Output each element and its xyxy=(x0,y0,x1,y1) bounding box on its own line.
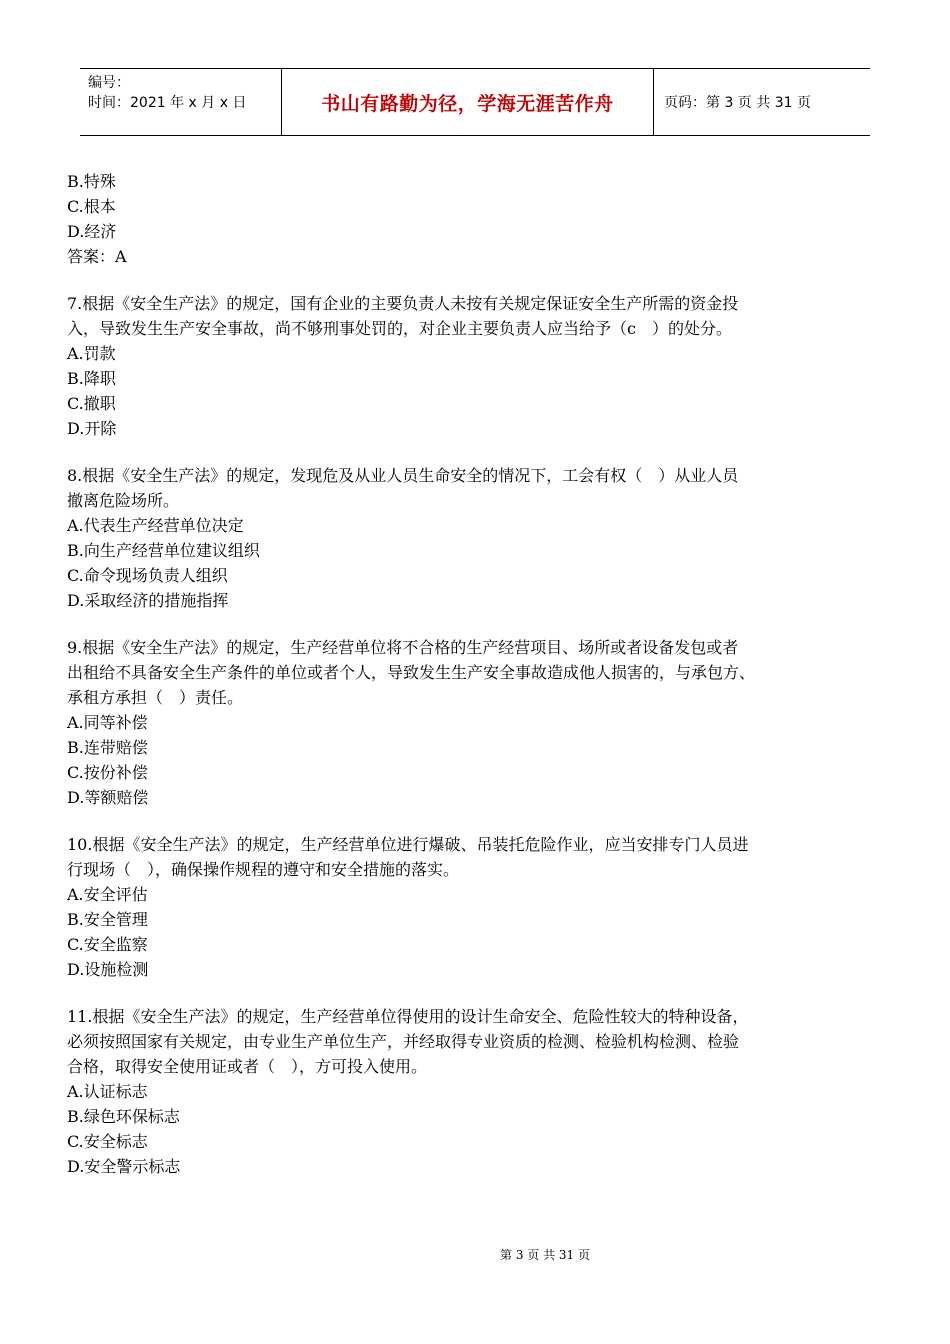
option-b: B.特殊 xyxy=(67,172,116,191)
option-b: B.连带赔偿 xyxy=(67,738,148,757)
header-motto: 书山有路勤为径，学海无涯苦作舟 xyxy=(282,69,654,135)
option-a: A.同等补偿 xyxy=(67,713,148,732)
question-text-line: 11.根据《安全生产法》的规定，生产经营单位得使用的设计生命安全、危险性较大的特种设备， xyxy=(67,1007,749,1026)
question-9 xyxy=(67,635,887,810)
document-body xyxy=(67,169,887,1179)
option-b: B.向生产经营单位建议组织 xyxy=(67,541,260,560)
document-number-label: 编号： xyxy=(88,75,130,91)
question-text-line: 撤离危险场所。 xyxy=(67,491,180,510)
option-b: B.降职 xyxy=(67,369,116,388)
option-c: C.安全标志 xyxy=(67,1132,148,1151)
option-d: D.经济 xyxy=(67,222,117,241)
question-text-line: 出租给不具备安全生产条件的单位或者个人，导致发生生产安全事故造成他人损害的，与承包方、 xyxy=(67,663,756,682)
question-text-line: 承租方承担（ ）责任。 xyxy=(67,688,244,707)
question-text-line: 8.根据《安全生产法》的规定，发现危及从业人员生命安全的情况下，工会有权（ ）从业人员 xyxy=(67,466,739,485)
question-text-line: 行现场（ ），确保操作规程的遵守和安全措施的落实。 xyxy=(67,860,460,879)
page-header xyxy=(80,68,870,136)
question-8 xyxy=(67,463,887,613)
option-d: D.等额赔偿 xyxy=(67,788,149,807)
document-time-label: 时间：2021 年 x 月 x 日 xyxy=(88,95,247,111)
option-d: D.开除 xyxy=(67,419,117,438)
question-text-line: 入，导致发生生产安全事故，尚不够刑事处罚的，对企业主要负责人应当给予（c ）的处分。 xyxy=(67,319,732,338)
option-c: C.根本 xyxy=(67,197,116,216)
option-a: A.代表生产经营单位决定 xyxy=(67,516,244,535)
header-page-info: 页码：第 3 页 共 31 页 xyxy=(664,95,811,111)
question-10 xyxy=(67,832,887,982)
question-text-line: 10.根据《安全生产法》的规定，生产经营单位进行爆破、吊装托危险作业，应当安排专门人员进 xyxy=(67,835,749,854)
option-c: C.命令现场负责人组织 xyxy=(67,566,228,585)
option-d: D.安全警示标志 xyxy=(67,1157,181,1176)
option-c: C.安全监察 xyxy=(67,935,148,954)
header-meta-cell xyxy=(80,69,282,135)
option-a: A.罚款 xyxy=(67,344,116,363)
option-c: C.按份补偿 xyxy=(67,763,148,782)
option-c: C.撤职 xyxy=(67,394,116,413)
option-a: A.认证标志 xyxy=(67,1082,148,1101)
answer-line: 答案：A xyxy=(67,247,127,266)
question-7 xyxy=(67,291,887,441)
option-d: D.设施检测 xyxy=(67,960,149,979)
question-text-line: 9.根据《安全生产法》的规定，生产经营单位将不合格的生产经营项目、场所或者设备发包或者 xyxy=(67,638,739,657)
option-b: B.安全管理 xyxy=(67,910,148,929)
question-text-line: 必须按照国家有关规定，由专业生产单位生产，并经取得专业资质的检测、检验机构检测、检验 xyxy=(67,1032,740,1051)
previous-question-tail xyxy=(67,169,887,269)
question-11 xyxy=(67,1004,887,1179)
option-a: A.安全评估 xyxy=(67,885,148,904)
option-b: B.绿色环保标志 xyxy=(67,1107,180,1126)
question-text-line: 合格，取得安全使用证或者（ ），方可投入使用。 xyxy=(67,1057,428,1076)
question-text-line: 7.根据《安全生产法》的规定，国有企业的主要负责人未按有关规定保证安全生产所需的资金投 xyxy=(67,294,739,313)
page-footer: 第 3 页 共 31 页 xyxy=(500,1248,590,1262)
option-d: D.采取经济的措施指挥 xyxy=(67,591,229,610)
